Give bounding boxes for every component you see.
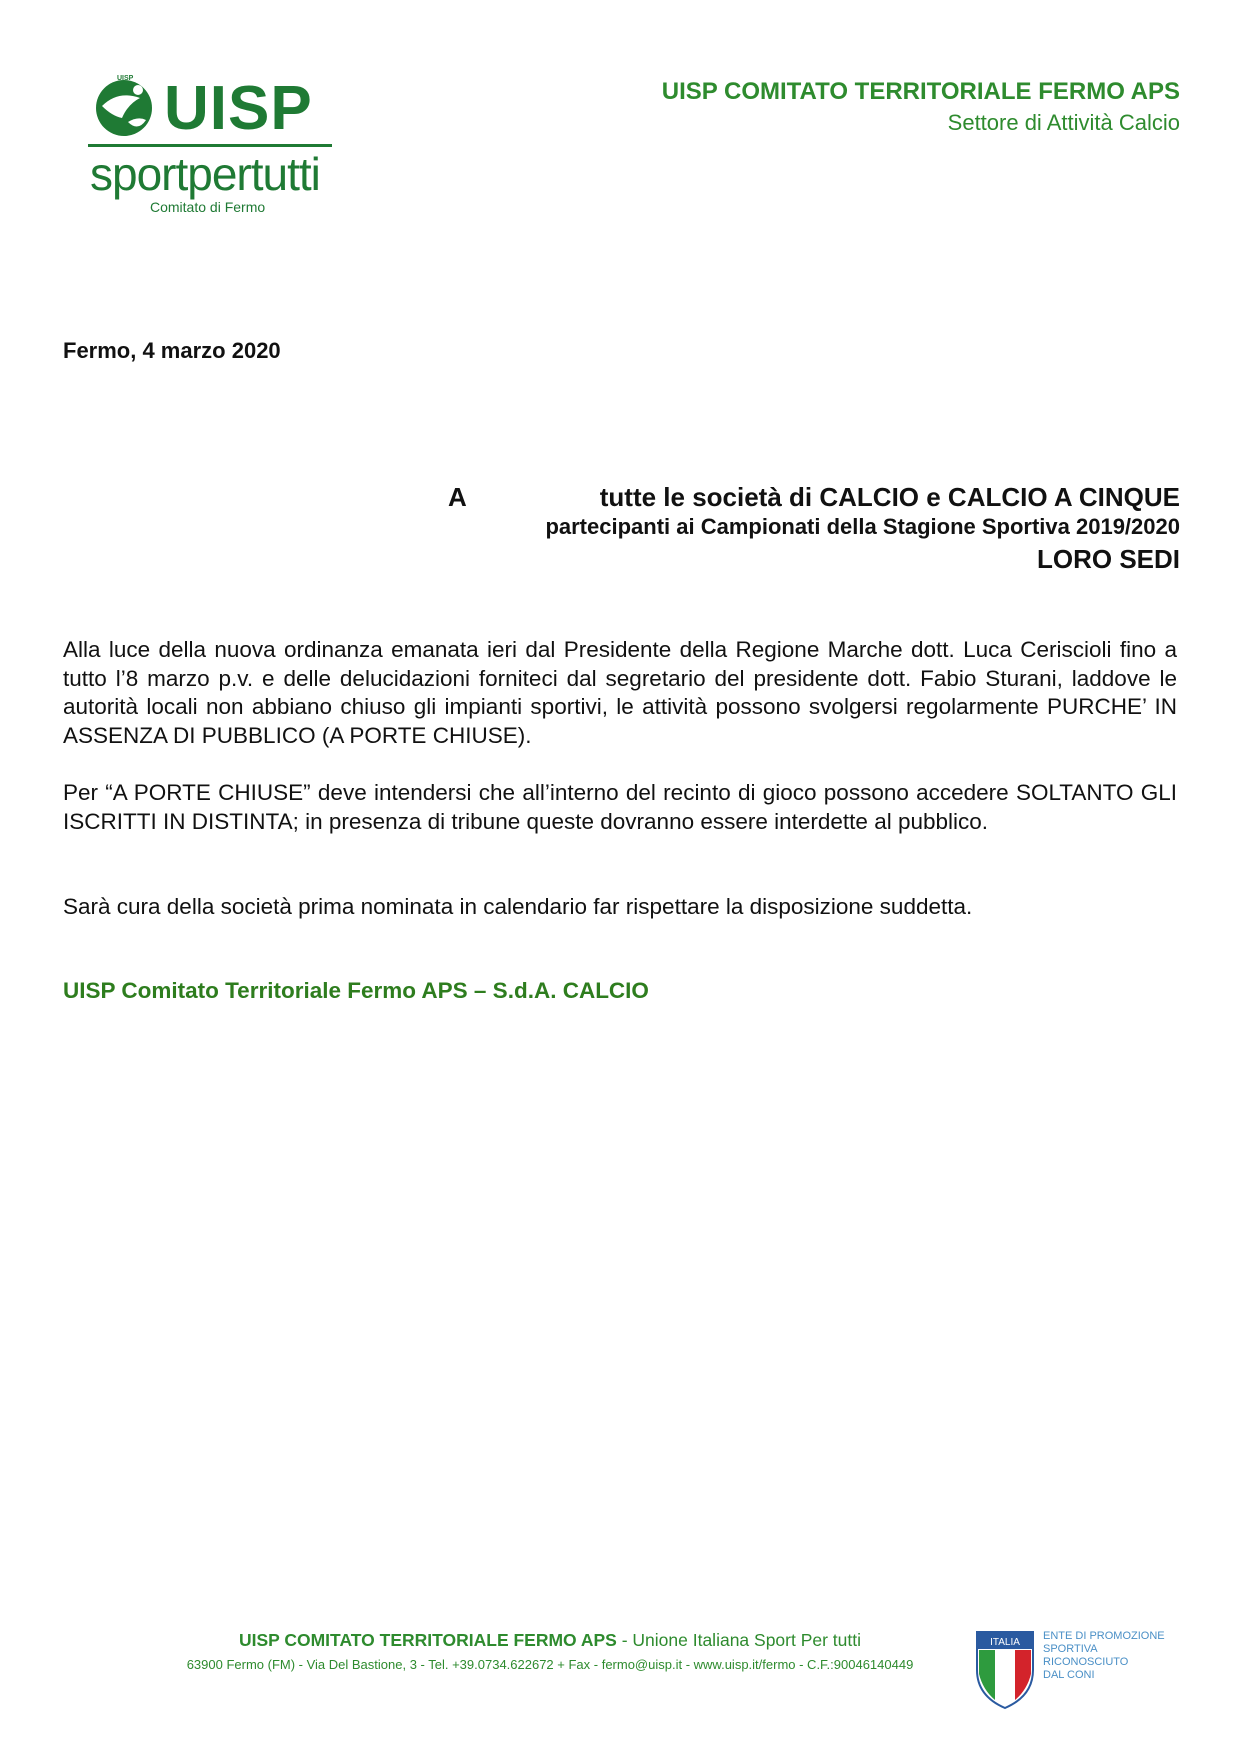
header-title: UISP COMITATO TERRITORIALE FERMO APS (661, 78, 1180, 105)
addressee-prefix: A (448, 482, 467, 512)
footer-org-name: UISP COMITATO TERRITORIALE FERMO APS (238, 1630, 617, 1650)
signature: UISP Comitato Territoriale Fermo APS – S.d.A. CALCIO (63, 978, 649, 1003)
footer-contact-line: 63900 Fermo (FM) - Via Del Bastione, 3 - Tel. +39.0734.622672 + Fax - fermo@uisp.it - www.uisp.it/fermo - C.F.:90046140449 (186, 1657, 914, 1672)
coni-badge-text: ENTE DI PROMOZIONE SPORTIVA RICONOSCIUTO DAL CONI (1043, 1630, 1165, 1681)
footer-org-description: - Unione Italiana Sport Per tutti (616, 1630, 862, 1650)
addressee-line-3: LORO SEDI (1036, 544, 1180, 574)
body-paragraph-2: Per “A PORTE CHIUSE” deve intendersi che all’interno del recinto di gioco possono accedere SOLTANTO GLI ISCRITTI IN DISTINTA; in presenza di tribune queste dovranno essere interdette al pubblico. (63, 780, 1177, 834)
logo-small-mark: UISP (117, 75, 134, 82)
footer-line-1 (150, 1630, 950, 1651)
addressee-line-2: partecipanti ai Campionati della Stagione Sportiva 2019/2020 (545, 514, 1180, 539)
coni-badge-label: ITALIA (990, 1637, 1020, 1648)
logo-committee: Comitato di Fermo (150, 199, 266, 215)
body-paragraph-3: Sarà cura della società prima nominata in calendario far rispettare la disposizione suddetta. (63, 894, 973, 919)
logo-brand: UISP (164, 74, 313, 143)
logo-divider (88, 144, 332, 147)
globe-runner-icon (88, 76, 160, 140)
body-paragraph-1: Alla luce della nuova ordinanza emanata ieri dal Presidente della Regione Marche dott. Luca Ceriscioli fino a tutto l’8 marzo p.v. e delle delucidazioni forniteci dal segretario del presidente dott. Fabio Sturani, laddove le autorità locali non abbiano chiuso gli impianti sportivi, le attività possono svolgersi regolarmente PURCHE’ IN ASSENZA DI PUBBLICO (A PORTE CHIUSE). (63, 637, 1177, 748)
uisp-logo (88, 74, 338, 224)
logo-tagline: sportpertutti (90, 148, 320, 200)
italy-shield-icon (975, 1630, 1035, 1710)
coni-badge (975, 1630, 1185, 1710)
letter-date: Fermo, 4 marzo 2020 (63, 338, 281, 363)
header-subtitle: Settore di Attività Calcio (947, 110, 1180, 135)
addressee-line-1: tutte le società di CALCIO e CALCIO A CINQUE (599, 482, 1180, 512)
